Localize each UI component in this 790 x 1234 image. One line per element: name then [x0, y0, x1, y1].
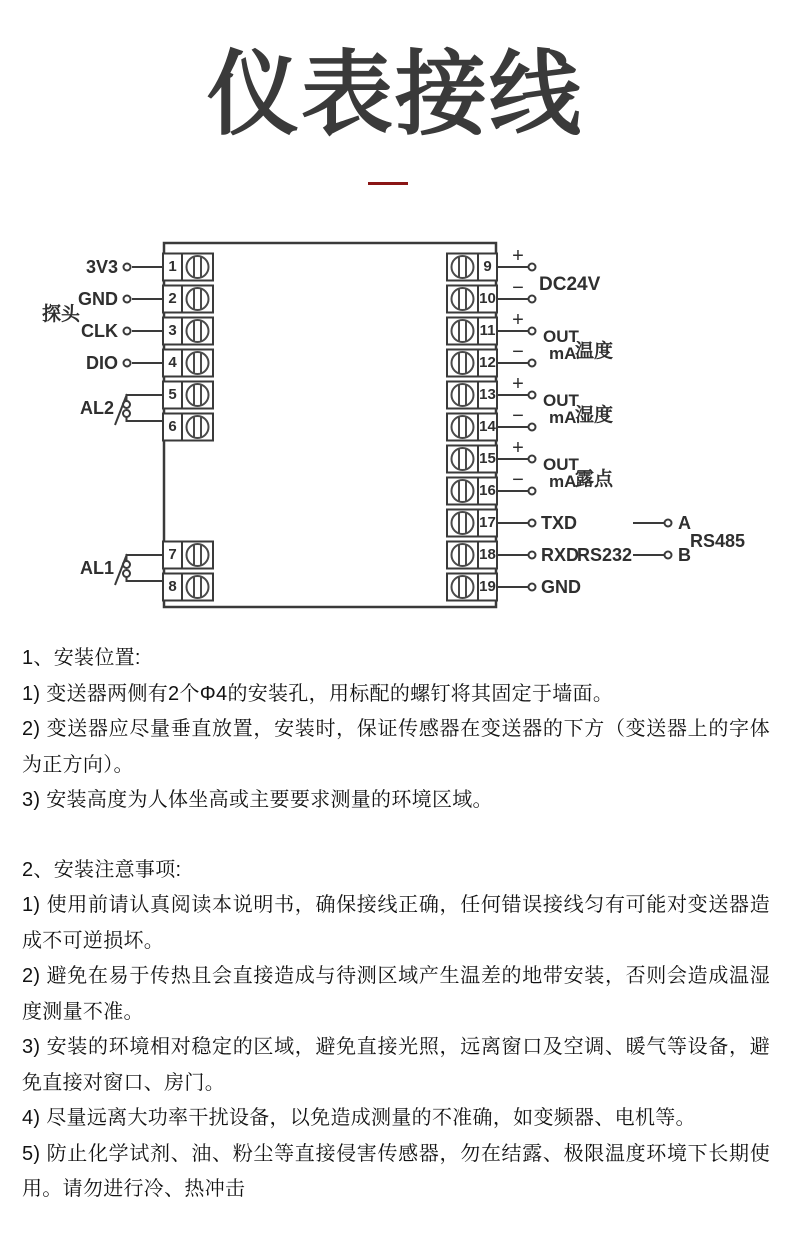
terminal-number-12: 12 [479, 354, 496, 371]
rs232-label: RS232 [577, 545, 633, 565]
section2-item4: 4) 尽量远离大功率干扰设备，以免造成测量的不准确，如变频器、电机等。 [22, 1107, 696, 1129]
terminal-number-1: 1 [168, 258, 177, 275]
section2-item1: 1) 使用前请认真阅读本说明书，确保接线正确，任何错误接线匀有可能对变送器造成不可逆损坏。 [22, 894, 770, 952]
terminal-number-17: 17 [479, 514, 496, 531]
ma-label-dew: mA [549, 472, 577, 491]
probe-group-label: 探头 [42, 304, 81, 325]
terminal-number-10: 10 [479, 290, 496, 307]
terminal-number-19: 19 [479, 578, 496, 595]
terminal-number-8: 8 [168, 578, 177, 595]
diagram-lines [0, 225, 790, 640]
terminal-number-18: 18 [479, 546, 496, 563]
pin-label-gnd: GND [78, 289, 118, 309]
terminal-number-7: 7 [168, 546, 177, 563]
section2-item3: 3) 安装的环境相对稳定的区域，避免直接光照，远离窗口及空调、暖气等设备，避免直接对窗口、房门。 [22, 1036, 770, 1094]
pin-label-dio: DIO [85, 353, 118, 373]
terminal-number-4: 4 [168, 354, 177, 371]
out-label-dew: OUT [543, 455, 579, 474]
output-name-humidity: 湿度 [575, 405, 614, 426]
section2-heading: 2、安装注意事项: [22, 858, 182, 881]
rxd-label: RXD [541, 545, 580, 565]
section2-item5: 5) 防止化学试剂、油、粉尘等直接侵害传感器，勿在结露、极限温度环境下长期使用。请勿进行冷、热冲击 [22, 1142, 770, 1200]
terminal-number-15: 15 [479, 450, 496, 467]
section1-item3: 3) 安装高度为人体坐高或主要要求测量的环境区域。 [22, 789, 493, 811]
pin11-plus-sign: + [512, 309, 524, 331]
al2-label: AL2 [80, 398, 115, 418]
out-label-temp: OUT [543, 327, 579, 346]
power-label: DC24V [539, 274, 601, 295]
pin14-minus-sign: − [512, 405, 524, 427]
pin-label-3v3: 3V3 [85, 257, 118, 277]
al1-label: AL1 [80, 558, 115, 578]
ma-label-humi: mA [549, 408, 577, 427]
instructions [22, 641, 770, 1208]
output-name-temperature: 温度 [575, 341, 614, 362]
gnd19-label: GND [541, 577, 581, 597]
txd-label: TXD [541, 513, 577, 533]
terminal-number-13: 13 [479, 386, 496, 403]
rs485-a-label: A [678, 513, 691, 533]
pin12-minus-sign: − [512, 341, 524, 363]
terminal-number-6: 6 [168, 418, 177, 435]
pin13-plus-sign: + [512, 373, 524, 395]
ma-label-temp: mA [549, 344, 577, 363]
pin-label-clk: CLK [81, 321, 118, 341]
section1-heading: 1、安装位置: [22, 647, 141, 669]
al2-switch [115, 394, 163, 425]
terminal-number-5: 5 [168, 386, 177, 403]
terminal-number-3: 3 [168, 322, 177, 339]
wiring-diagram [0, 225, 790, 640]
terminal-number-9: 9 [483, 258, 492, 275]
rs485-wires [633, 520, 672, 559]
pin10-minus-sign: − [512, 277, 524, 299]
terminal-number-11: 11 [479, 322, 496, 339]
section1-item2: 2) 变送器应尽量垂直放置，安装时，保证传感器在变送器的下方（变送器上的字体为正方向）。 [22, 718, 770, 776]
output-name-dewpoint: 露点 [575, 469, 614, 490]
page-title: 仪表接线 [206, 44, 583, 146]
rs485-b-label: B [678, 545, 691, 565]
terminal-number-14: 14 [479, 418, 496, 435]
section2-item2: 2) 避免在易于传热且会直接造成与待测区域产生温差的地带安装，否则会造成温湿度测量不准。 [22, 965, 770, 1023]
probe-wires [124, 264, 164, 367]
pin15-plus-sign: + [512, 437, 524, 459]
terminal-number-16: 16 [479, 482, 496, 499]
pin9-plus-sign: + [512, 245, 524, 267]
rs485-label: RS485 [690, 531, 746, 551]
title-underline [368, 182, 408, 185]
al1-switch [115, 554, 163, 585]
terminal-number-2: 2 [168, 290, 177, 307]
section1-item1: 1) 变送器两侧有2个Φ4的安装孔，用标配的螺钉将其固定于墙面。 [22, 682, 614, 705]
pin16-minus-sign: − [512, 469, 524, 491]
out-label-humi: OUT [543, 391, 579, 410]
